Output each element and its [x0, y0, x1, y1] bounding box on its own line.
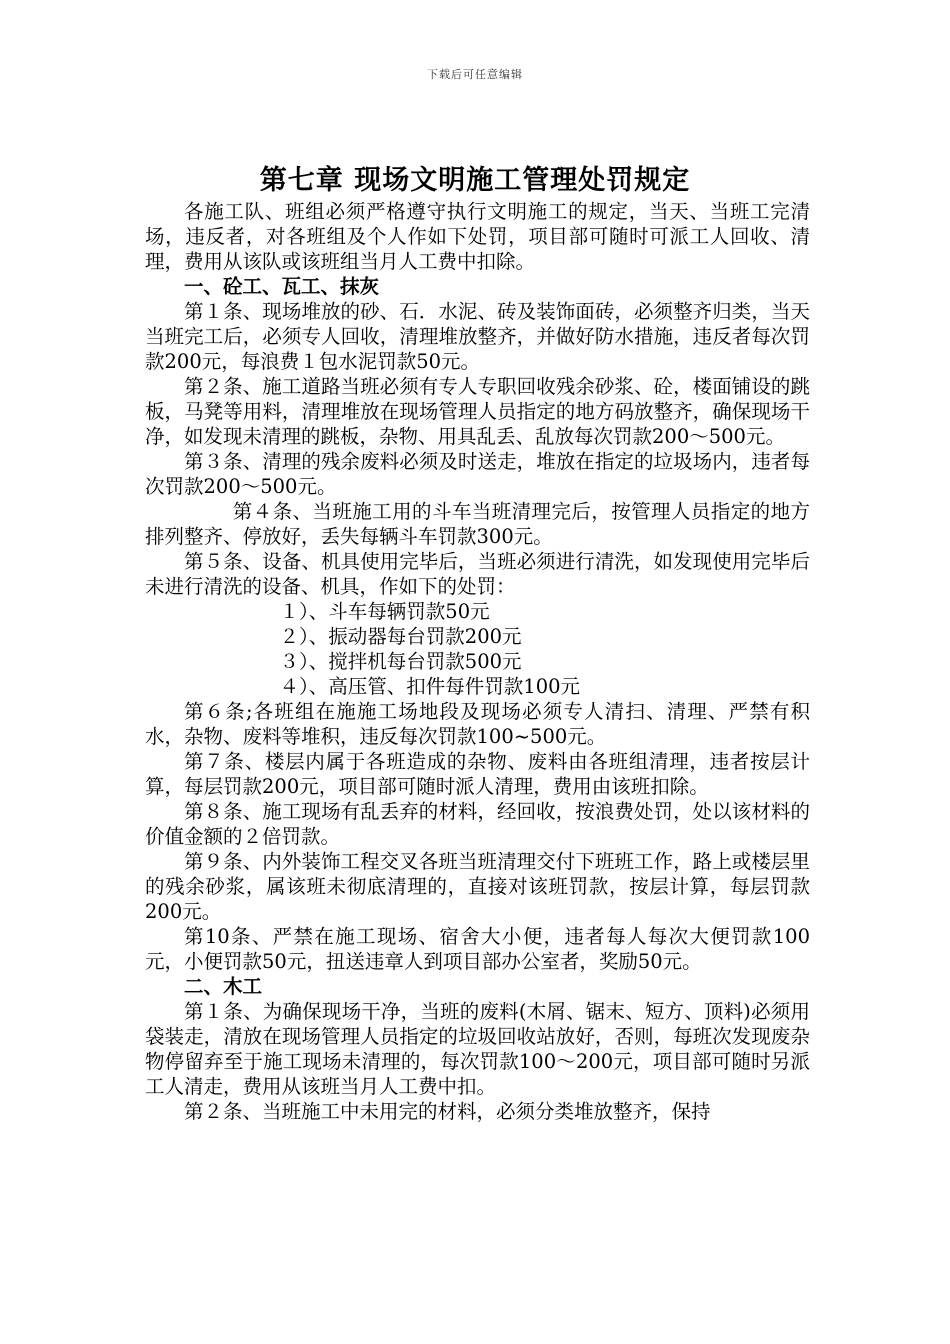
- article-10: 第10条、严禁在施工现场、宿舍大小便，违者每人每次大便罚款100元，小便罚款50元，扭送违章人到项目部办公室者，奖励50元。: [145, 925, 810, 973]
- article-2: 第２条、当班施工中未用完的材料，必须分类堆放整齐，保持: [184, 1100, 711, 1123]
- document-body: [145, 199, 810, 1124]
- article-5: 第５条、设备、机具使用完毕后，当班必须进行清洗，如发现使用完毕后未进行清洗的设备、机具，作如下的处罚：: [145, 550, 810, 598]
- article-3: 第３条、清理的残余废料必须及时送走，堆放在指定的垃圾场内，违者每次罚款200～500元。: [145, 450, 810, 498]
- article-6: 第６条;各班组在施施工场地段及现场必须专人清扫、清理、严禁有积水，杂物、废料等堆积，违反每次罚款100~500元。: [145, 700, 810, 748]
- article-1: 第１条、为确保现场干净，当班的废料(木屑、锯末、短方、顶料)必须用袋装走，清放在现场管理人员指定的垃圾回收站放好，否则，每班次发现废杂物停留弃至于施工现场未清理的，每次罚款100～200元，项目部可随时另派工人清走，费用从该班当月人工费中扣。: [145, 1000, 810, 1098]
- article-7: 第７条、楼层内属于各班造成的杂物、废料由各班组清理，违者按层计算，每层罚款200元，项目部可随时派人清理，费用由该班扣除。: [145, 750, 810, 798]
- penalty-list-item: ３）、搅拌机每台罚款500元: [279, 650, 522, 673]
- penalty-list-item: １）、斗车每辆罚款50元: [279, 600, 490, 623]
- section-heading: 一、砼工、瓦工、抹灰: [184, 275, 380, 298]
- penalty-list-item: ２）、振动器每台罚款200元: [279, 625, 522, 648]
- page-header: 下载后可任意编辑: [427, 68, 523, 81]
- article-4: 第４条、当班施工用的斗车当班清理完后，按管理人员指定的地方排列整齐、停放好，丢失每辆斗车罚款300元。: [145, 500, 810, 548]
- article-8: 第８条、施工现场有乱丢弃的材料，经回收，按浪费处罚，处以该材料的价值金额的２倍罚款。: [145, 800, 810, 848]
- article-1: 第１条、现场堆放的砂、石．水泥、砖及装饰面砖，必须整齐归类，当天当班完工后，必须专人回收，清理堆放整齐，并做好防水措施，违反者每次罚款200元，每浪费１包水泥罚款50元。: [145, 300, 810, 373]
- penalty-list-item: ４）、高压管、扣件每件罚款100元: [279, 675, 581, 698]
- page-title: 第七章 现场文明施工管理处罚规定: [259, 165, 691, 196]
- article-9: 第９条、内外装饰工程交叉各班当班清理交付下班班工作，路上或楼层里的残余砂浆，属该班未彻底清理的，直接对该班罚款，按层计算，每层罚款200元。: [145, 850, 810, 923]
- article-2: 第２条、施工道路当班必须有专人专职回收残余砂浆、砼，楼面铺设的跳板，马凳等用料，清理堆放在现场管理人员指定的地方码放整齐，确保现场干净，如发现未清理的跳板，杂物、用具乱丢、乱放每次罚款200～500元。: [145, 375, 810, 448]
- intro-paragraph: 各施工队、班组必须严格遵守执行文明施工的规定，当天、当班工完清场，违反者，对各班组及个人作如下处罚，项目部可随时可派工人回收、清理，费用从该队或该班组当月人工费中扣除。: [145, 200, 810, 273]
- section-heading: 二、木工: [184, 975, 263, 998]
